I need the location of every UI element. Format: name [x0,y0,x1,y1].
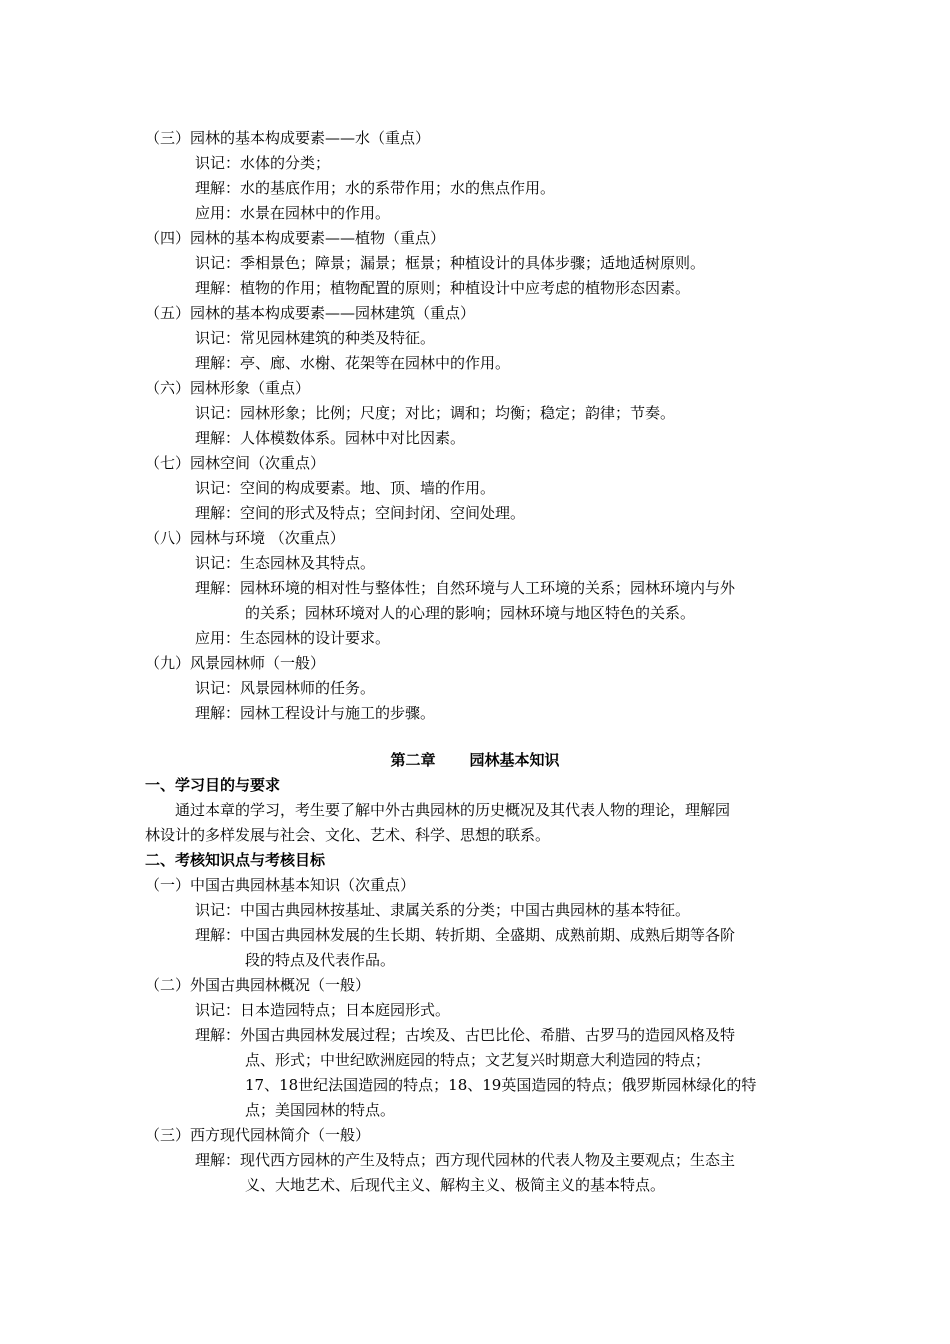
understand-line: 理解：现代西方园林的产生及特点；西方现代园林的代表人物及主要观点；生态主 [195,1151,736,1169]
memorize-line: 识记：水体的分类； [195,154,331,172]
understand-line: 理解：人体模数体系。园林中对比因素。 [195,429,466,447]
understand-line: 理解：外国古典园林发展过程；古埃及、古巴比伦、希腊、古罗马的造园风格及特 [195,1026,736,1044]
chapter-title [0,748,950,773]
intro-paragraph-line: 林设计的多样发展与社会、文化、艺术、科学、思想的联系。 [145,826,551,844]
memorize-line: 识记：园林形象；比例；尺度；对比；调和；均衡；稳定；韵律；节奏。 [195,404,676,422]
understand-continuation: 段的特点及代表作品。 [245,951,396,969]
heading-learning-goals: 一、学习目的与要求 [145,776,281,794]
section-heading-landscape-architect: （九）风景园林师（一般） [145,654,326,672]
memorize-line: 识记：常见园林建筑的种类及特征。 [195,329,436,347]
understand-continuation: 点、形式；中世纪欧洲庭园的特点；文艺复兴时期意大利造园的特点； [245,1051,711,1069]
understand-continuation: 点；美国园林的特点。 [245,1101,396,1119]
understand-continuation: 义、大地艺术、后现代主义、解构主义、极简主义的基本特点。 [245,1176,666,1194]
memorize-line: 识记：季相景色；障景；漏景；框景；种植设计的具体步骤；适地适树原则。 [195,254,706,272]
understand-line: 理解：水的基底作用；水的系带作用；水的焦点作用。 [195,179,556,197]
understand-line: 理解：植物的作用；植物配置的原则；种植设计中应考虑的植物形态因素。 [195,279,691,297]
section-heading-western-modern: （三）西方现代园林简介（一般） [145,1126,371,1144]
understand-line: 理解：园林工程设计与施工的步骤。 [195,704,436,722]
understand-line: 理解：空间的形式及特点；空间封闭、空间处理。 [195,504,526,522]
understand-line: 理解：中国古典园林发展的生长期、转折期、全盛期、成熟前期、成熟后期等各阶 [195,926,736,944]
chapter-name: 园林基本知识 [469,751,560,769]
chapter-number: 第二章 [390,751,436,769]
memorize-line: 识记：风景园林师的任务。 [195,679,376,697]
section-heading-image: （六）园林形象（重点） [145,379,311,397]
section-heading-foreign-gardens: （二）外国古典园林概况（一般） [145,976,371,994]
intro-paragraph-line: 通过本章的学习，考生要了解中外古典园林的历史概况及其代表人物的理论，理解园 [175,801,731,819]
section-heading-plants: （四）园林的基本构成要素——植物（重点） [145,229,446,247]
memorize-line: 识记：中国古典园林按基址、隶属关系的分类；中国古典园林的基本特征。 [195,901,691,919]
memorize-line: 识记：日本造园特点；日本庭园形式。 [195,1001,451,1019]
heading-assessment-points: 二、考核知识点与考核目标 [145,851,326,869]
understand-continuation: 17、18世纪法国造园的特点；18、19英国造园的特点；俄罗斯园林绿化的特 [245,1076,757,1094]
understand-continuation: 的关系；园林环境对人的心理的影响；园林环境与地区特色的关系。 [245,604,696,622]
apply-line: 应用：水景在园林中的作用。 [195,204,391,222]
memorize-line: 识记：生态园林及其特点。 [195,554,376,572]
understand-line: 理解：园林环境的相对性与整体性；自然环境与人工环境的关系；园林环境内与外 [195,579,736,597]
section-heading-architecture: （五）园林的基本构成要素——园林建筑（重点） [145,304,476,322]
apply-line: 应用：生态园林的设计要求。 [195,629,391,647]
section-heading-water: （三）园林的基本构成要素——水（重点） [145,129,431,147]
section-heading-environment: （八）园林与环境 （次重点） [145,529,345,547]
memorize-line: 识记：空间的构成要素。地、顶、墙的作用。 [195,479,496,497]
section-heading-space: （七）园林空间（次重点） [145,454,326,472]
understand-line: 理解：亭、廊、水榭、花架等在园林中的作用。 [195,354,511,372]
section-heading-chinese-gardens: （一）中国古典园林基本知识（次重点） [145,876,416,894]
